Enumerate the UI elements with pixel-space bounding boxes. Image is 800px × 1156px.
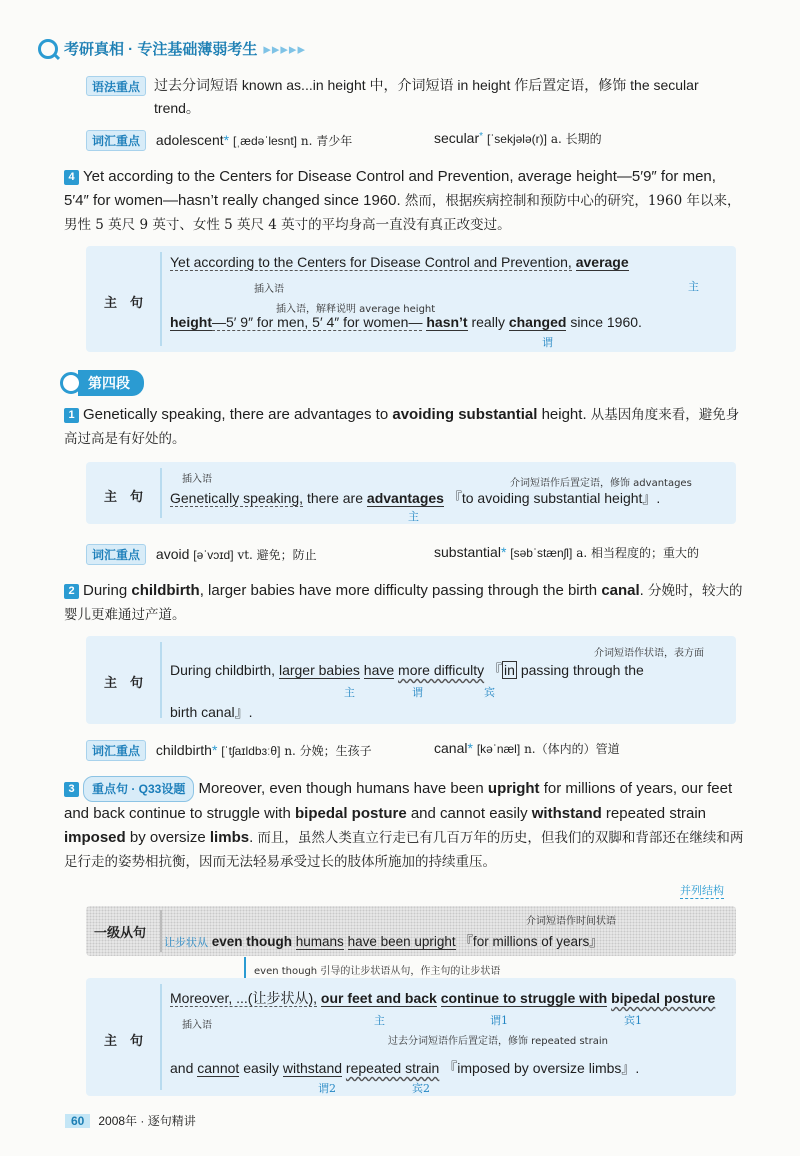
sentence-en: Yet according to the Centers for Disease Control and Prevention, average height—5′9″ for men, 5′4″ for women—hasn’t really changed since 1960. (64, 168, 716, 209)
phonetic: [kəˈnæl] (476, 742, 521, 756)
s4-ins-label: 插入语 (254, 284, 284, 295)
note-label: 介词短语作状语，表方面 (594, 648, 704, 659)
grammar-text: 过去分词短语 known as...in height 中，介词短语 in height 作后置定语，修饰 the secular trend。 (154, 77, 699, 116)
there-are: there are (306, 490, 364, 506)
s4-wei: 谓 (542, 336, 553, 349)
object: more difficulty (398, 662, 485, 678)
s4-subject-a: average (575, 254, 629, 270)
p4s2-line1 (170, 660, 644, 680)
zhu-label: 主 (374, 1014, 385, 1027)
sentence-zh: 然而，根据疾病控制和预防中心的研究，1960 年以来，男性 5 英尺 9 英寸、女性 5 英尺 4 英寸的平均身高一直没有真正改变过。 (64, 193, 741, 233)
s4-adv: really (471, 314, 505, 330)
mid-note: even though 引导的让步状语从句，作主句的让步状语 (254, 966, 501, 977)
box-label: 主 句 (104, 490, 144, 505)
vocab-word: substantial (434, 544, 501, 560)
clause-adverbial: 『for millions of years』 (459, 934, 603, 949)
box-label: 一级从句 (94, 926, 147, 941)
s4-ins2-label: 插入语，解释说明 average height (276, 304, 436, 315)
s4-zhu: 主 (688, 280, 699, 293)
p4s2-line2: birth canal』. (170, 704, 253, 720)
subject: larger babies (278, 662, 360, 678)
s4-time: since 1960. (570, 314, 642, 330)
sentence-en: height. (537, 406, 587, 423)
wei-label: 谓 (412, 686, 423, 699)
vocab-row-3 (86, 740, 746, 761)
bin1-label: 宾1 (624, 1014, 642, 1027)
divider (160, 642, 162, 718)
sentence-zh: 分娩时，较大的婴儿更难通过产道。 (64, 583, 743, 623)
sentence-4 (64, 165, 744, 237)
page-number: 60 (65, 1114, 90, 1128)
sentence-en-part: and cannot easily (406, 805, 532, 822)
sentence-en: , larger babies have more difficulty passing through the birth (199, 582, 602, 599)
grammar-tag: 语法重点 (86, 76, 146, 96)
star-icon: * (467, 740, 473, 756)
brand-header (38, 38, 306, 59)
p4-sentence-1 (64, 403, 744, 451)
sentence-en: . (639, 582, 644, 599)
book-title: 2008年 · 逐句精讲 (98, 1114, 196, 1128)
concession-tag: 让步状从 (164, 937, 208, 949)
wei1-label: 谓1 (490, 1014, 508, 1027)
definition: vt. 避免；防止 (237, 548, 317, 562)
vocab-tag: 词汇重点 (86, 544, 146, 565)
sentence-number: 3 (64, 782, 79, 797)
vocab-word: avoid (155, 546, 190, 562)
sentence-en-bold: limbs (209, 829, 250, 846)
vocab-tag: 词汇重点 (86, 130, 146, 151)
bin-label: 宾 (484, 686, 495, 699)
verb: have (363, 662, 395, 678)
analysis-box-p4s1 (86, 462, 736, 524)
note-label: 过去分词短语作后置定语，修饰 repeated strain (388, 1036, 608, 1047)
vocab-word: childbirth (155, 742, 212, 758)
boxed-in: in (504, 662, 515, 678)
p4-sentence-2 (64, 579, 744, 627)
vocab-tag: 词汇重点 (86, 740, 146, 761)
bracket: 『 (488, 662, 503, 678)
p4-sentence-3 (64, 776, 744, 874)
clause-line (164, 930, 603, 950)
star-icon: * (479, 131, 484, 142)
s4-line2 (170, 314, 642, 330)
sentence-en-part: . (249, 829, 254, 846)
p4s1-line (170, 488, 660, 508)
sentence-number: 1 (64, 408, 79, 423)
vocab-row-2 (86, 544, 746, 565)
phonetic: [əˈvɔɪd] (193, 548, 234, 562)
brand-title: 考研真相 · 专注基础薄弱考生 (64, 41, 258, 58)
sentence-number: 2 (64, 584, 79, 599)
main-line2 (170, 1058, 639, 1078)
sentence-zh: 而且，虽然人类直立行走已有几百万年的历史，但我们的双脚和背部还在继续和两足行走的姿势相抗衡，因而无法轻易承受过长的肢体所施加的持续重压。 (64, 830, 744, 870)
s4-subject-b: height (170, 314, 212, 330)
sentence-en-bold: withstand (531, 805, 602, 822)
phonetic: [səbˈstænʃl] (510, 546, 573, 560)
s4-line1 (170, 254, 629, 270)
sentence-zh: 从基因角度来看，避免身高过高是有好处的。 (64, 407, 740, 447)
sentence-en-bold: avoiding substantial (392, 406, 538, 423)
sentence-en: Genetically speaking, there are advantages to (83, 406, 393, 423)
vocab-word: adolescent (155, 132, 224, 148)
verb-2b: withstand (282, 1060, 343, 1076)
main-object-1: bipedal posture (611, 990, 716, 1006)
key-sentence-badge: 重点句 · Q33设题 (83, 776, 194, 802)
grammar-note (86, 74, 746, 120)
definition: n.（体内的）管道 (524, 742, 620, 756)
object-2: repeated strain (345, 1060, 440, 1076)
adverbial: passing through the (520, 662, 644, 678)
divider (160, 252, 162, 346)
ins-label: 插入语 (182, 1020, 212, 1031)
s4-verb-a: hasn’t (426, 314, 468, 330)
star-icon: * (223, 132, 230, 148)
main-subject: our feet and back (320, 990, 437, 1006)
divider (160, 984, 162, 1090)
sentence-en-part: Moreover, even though humans have been (198, 780, 488, 797)
zhu-label: 主 (408, 510, 419, 523)
bin2-label: 宾2 (412, 1082, 430, 1095)
s4-insertion: —5′ 9″ for men, 5′ 4″ for women— (212, 314, 423, 330)
struct-label: 并列结构 (680, 884, 724, 897)
main-line1 (170, 988, 715, 1008)
sentence-en-bold: canal (601, 582, 640, 599)
verb-2a: cannot (197, 1060, 240, 1076)
clause-subject: humans (295, 934, 344, 949)
definition: n. 分娩；生孩子 (284, 744, 372, 758)
sentence-en-bold: imposed (64, 829, 126, 846)
sentence-number: 4 (64, 170, 79, 185)
adverb: easily (243, 1060, 279, 1076)
sentence-en-part: by oversize (125, 829, 210, 846)
analysis-box-p4s2 (86, 636, 736, 724)
box-label: 主 句 (104, 676, 144, 691)
insertion: Genetically speaking, (170, 490, 304, 506)
ins-label: 插入语 (182, 474, 212, 485)
definition: a. 长期的 (550, 132, 602, 146)
definition: n. 青少年 (300, 134, 353, 148)
sentence-en-bold: childbirth (131, 582, 200, 599)
attributive: 『to avoiding substantial height』. (447, 490, 661, 506)
conj: even though (211, 934, 293, 949)
phonetic: [ˈtʃaɪldbɜːθ] (221, 744, 281, 758)
sentence-en-part: for millions of years, our feet and back continue to struggle with (64, 780, 733, 822)
s4-prep: Yet according to the Centers for Disease Control and Prevention, (170, 254, 572, 270)
note-label: 介词短语作时间状语 (526, 916, 616, 927)
and: and (170, 1060, 194, 1076)
section-q-icon (60, 372, 82, 394)
sentence-en-bold: bipedal posture (294, 805, 407, 822)
phonetic: [ˌædəˈlesnt] (232, 134, 297, 148)
insertion: Moreover, ...(让步状从), (170, 990, 318, 1006)
main-verb-1: continue to struggle with (440, 990, 608, 1006)
sentence-en-part: repeated strain (601, 805, 706, 822)
brand-q-icon (38, 39, 58, 59)
definition: a. 相当程度的；重大的 (576, 546, 699, 560)
sentence-en: During (83, 582, 132, 599)
vocab-row-1 (86, 130, 746, 151)
analysis-box-p4s3 (86, 978, 736, 1096)
section-header (60, 370, 144, 396)
section-title: 第四段 (78, 370, 144, 396)
vocab-word: canal (434, 740, 468, 756)
box-label: 主 句 (104, 296, 144, 311)
note-label: 介词短语作后置定语，修饰 advantages (510, 478, 692, 489)
divider (160, 468, 162, 518)
zhu-label: 主 (344, 686, 355, 699)
divider (160, 910, 162, 952)
star-icon: * (211, 742, 218, 758)
vocab-word: secular (434, 130, 480, 146)
analysis-box-4 (86, 246, 736, 352)
s4-verb-b: changed (508, 314, 567, 330)
box-label: 主 句 (104, 1034, 144, 1049)
phonetic: [ˈsekjələ(r)] (486, 132, 547, 146)
wei2-label: 谓2 (318, 1082, 336, 1095)
sentence-en-bold: upright (487, 780, 540, 797)
prep-phrase: During childbirth, (170, 662, 276, 678)
star-icon: * (500, 544, 507, 560)
clause-box (86, 906, 736, 956)
subject: advantages (366, 490, 444, 506)
arrows-icon: ▸▸▸▸▸ (263, 40, 306, 58)
attributive: 『imposed by oversize limbs』. (443, 1060, 640, 1076)
footer (65, 1112, 196, 1129)
clause-verb: have been upright (347, 934, 456, 949)
